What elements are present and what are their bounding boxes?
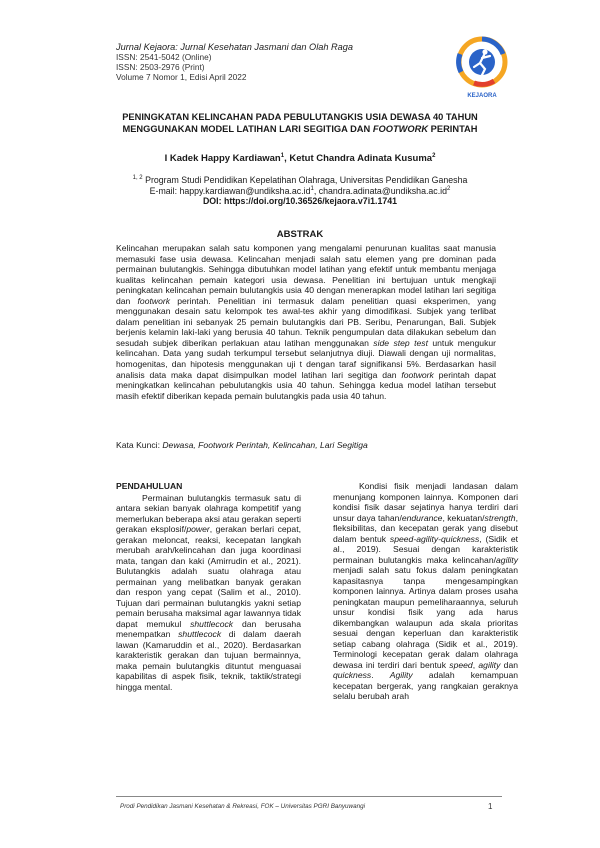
- keywords-label: Kata Kunci:: [116, 440, 163, 450]
- title-line-1: PENINGKATAN KELINCAHAN PADA PEBULUTANGKIS USIA DEWASA 40 TAHUN: [122, 112, 478, 122]
- volume-info: Volume 7 Nomor 1, Edisi April 2022: [116, 72, 247, 82]
- section-heading: PENDAHULUAN: [116, 481, 183, 491]
- keywords: [116, 440, 496, 450]
- doi-link[interactable]: DOI: https://doi.org/10.36526/kejaora.v7i1.1741: [202, 196, 398, 206]
- affiliation-line: $^{1, 2}$ Program Studi Pendidikan Kepelatihan Olahraga, Universitas Pendidikan Ganesha: [132, 175, 468, 185]
- footer-text: Prodi Pendidikan Jasmani Kesehatan & Rekreasi, FOK – Universitas PGRI Banyuwangi: [120, 803, 365, 810]
- abstract-text: Kelincahan merupakan salah satu komponen yang mengalami penurunan kualitas saat manusia memasuki fase usia dewasa. Kelincahan menjadi salah satu elemen yang pre dominan pada permainan bulutangkis. Sehingga dibutuhkan model latihan yang efektif untuk membantu menjaga kualitas kelincahan pemain kategori usia dewasa. Penelitian ini bertujuan untuk mengkaji peningkatan kelincahan pemain bulutangkis usia 40 dengan menerapkan model latihan lari segitiga dan footwork perintah. Penelitian ini termasuk dalam penelitian quasi eksperimen, yang menggunakan desain satu kelompok tes awal-tes akhir yang dimodifikasi. Subjek yang terlibat dalam penelitian ini sebanyak 25 pemain bulutangkis dari PB. Seribu, Penarungan, Bali. Subjek berjenis kelamin laki-laki yang berusia 40 tahun. Teknik pengumpulan data dilakukan sebelum dan sesudah subjek diberikan perlakuan atau latihan menggunakan side step test untuk mengukur kelincahan. Data yang sudah terkumpul tersebut selanjutnya diuji. Diawali dengan uji normalitas, homogenitas, dan hipotesis menggunakan uji t dengan taraf signifikansi 5%. Berdasarkan hasil analisis data maka dapat disimpulkan model latihan lari segitiga dan footwork perintah dapat meningkatkan kelincahan pebulutangkis usia 40 tahun. Sehingga kedua model latihan tersebut masih efektif diberikan kepada pemain bulutangkis pada usia 40 tahun.: [116, 243, 497, 401]
- logo-emblem: [459, 39, 505, 85]
- issn-print: ISSN: 2503-2976 (Print): [116, 62, 205, 72]
- title-line-2: MENGGUNAKAN MODEL LATIHAN LARI SEGITIGA DAN FOOTWORK PERINTAH: [122, 123, 478, 134]
- journal-header: [116, 42, 353, 82]
- journal-title: Jurnal Kejaora: Jurnal Kesehatan Jasmani dan Olah Raga: [116, 42, 353, 52]
- affiliation: [100, 175, 500, 207]
- email-line: E-mail: $happy.kardiawan@undiksha.ac.id^1$, $chandra.adinata@undiksha.ac.id^2$: [149, 185, 451, 196]
- page-number: 1: [488, 802, 493, 811]
- logo-text: KEJAORA: [467, 93, 497, 99]
- abstract-heading: ABSTRAK: [276, 229, 324, 240]
- footer-divider: [116, 796, 502, 797]
- journal-logo: [452, 34, 512, 100]
- physical-condition-paragraph: Kondisi fisik menjadi landasan dalam menunjang komponen lainnya. Komponen dari kondisi fisik dasar sejatinya hanya terdiri dari unsur daya tahan/endurance, kekuatan/strength, fleksibilitas, dan kecepatan gerak yang disebut dalam bentuk speed-agility-quickness, (Sidik et al., 2019). Sesuai dengan karakteristik permainan bulutangkis maka kelincahan/agility menjadi salah satu fokus dalam peningkatan kapasitasnya tanpa mengesampingkan komponen lainnya. Artinya dalam proses usaha peningkatan maupun pemeliharaannya, seluruh unsur kondisi fisik yang ada harus dikembangkan walaupun ada skala prioritas sesuai dengan keperluan dan karakteristik setiap cabang olahraga (Sidik et al., 2019). Terminologi kecepatan gerak dalam olahraga dewasa ini terdiri dari bentuk speed, agility dan quickness. Agility adalah kemampuan kecepatan bergerak, yang rangkaian geraknya selalu berubah arah: [333, 481, 519, 701]
- intro-paragraph: Permainan bulutangkis termasuk satu di antara sekian banyak olahraga kompetitif yang memerlukan beberapa aksi atau gerakan seperti gerakan eksplosif/power, gerakan berlari cepat, gerakan meloncat, reaksi, kecepatan langkah merubah arah/kelincahan dan juga koordinasi mata, tangan dan kaki (Amirrudin et al., 2021). Bulutangkis adalah suatu olahraga atau permainan yang melibatkan banyak gerakan dan respon yang cepat (Salim et al., 2010). Tujuan dari permainan bulutangkis yakni setiap pemain berusaha maksimal agar lawannya tidak dapat memukul shuttlecock dan berusaha menempatkan shuttlecock di dalam daerah lawan (Kamaruddin et al., 2020). Berdasarkan karakteristik gerakan dan tujuan bermainnya, maka pemain bulutangkis dituntut menguasai kapabilitas di aspek fisik, teknik, taktik/strategi hingga mental.: [116, 492, 301, 692]
- author-2: Ketut Chandra Adinata Kusuma: [289, 153, 433, 164]
- paper-title: [110, 112, 490, 135]
- issn-online: ISSN: 2541-5042 (Online): [116, 52, 212, 62]
- keywords-value: Dewasa, Footwork Perintah, Kelincahan, Lari Segitiga: [162, 440, 368, 450]
- body-column-left: [116, 481, 301, 692]
- body-column-right: [333, 481, 518, 702]
- authors: I Kadek Happy Kardiawan$^1$, Ketut Chandra Adinata Kusuma$^2$: [164, 152, 436, 164]
- author-1: I Kadek Happy Kardiawan: [164, 153, 281, 164]
